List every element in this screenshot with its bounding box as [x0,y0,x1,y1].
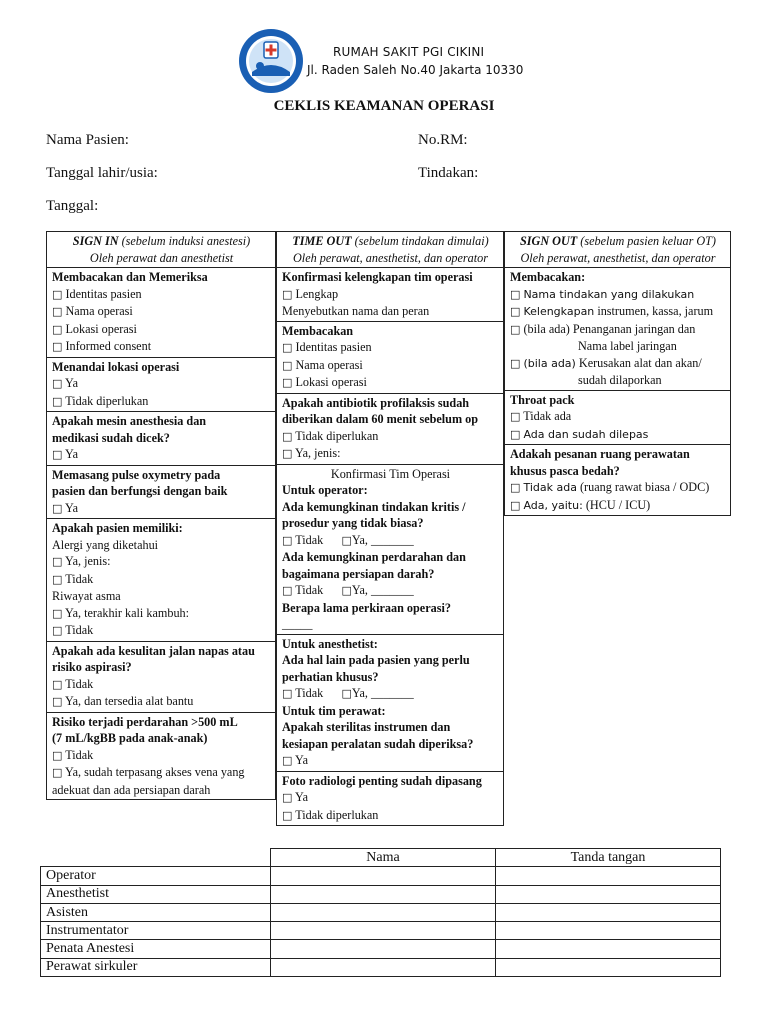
no-rm-label: No.RM: [418,132,468,148]
team-signature-table [40,848,721,977]
time-out-header: TIME OUT (sebelum tindakan dimulai) Oleh perawat, anesthetist, dan operator [277,232,503,268]
checkbox-tidak-ada[interactable]: □ Tidak ada [510,409,572,423]
hospital-name: RUMAH SAKIT PGI CIKINI [333,45,485,59]
sign-in-header: SIGN IN (sebelum induksi anestesi) Oleh perawat dan anesthetist [47,232,275,268]
tanggal-lahir-label: Tanggal lahir/usia: [46,165,158,181]
checkbox-ya-akses-vena[interactable]: □ Ya, sudah terpasang akses vena yang [52,765,245,779]
sign-in-section-airway: Apakah ada kesulitan jalan napas atau risiko aspirasi? □ Tidak □ Ya, dan tersedia alat bantu [47,642,275,713]
role-label: Anesthetist [41,885,271,903]
table-header-row [41,849,721,867]
checkbox-kerusakan-alat[interactable]: □ (bila ada) Kerusakan alat dan akan/ [510,355,702,370]
checkbox-ada-yaitu[interactable]: □ Ada, yaitu: (HCU / ICU) [510,497,651,512]
checkbox-identitas[interactable]: □ Identitas pasien [52,286,142,301]
checkbox-nama-operasi[interactable]: □ Nama operasi [282,357,363,372]
checkbox-ada-dilepas[interactable]: □ Ada dan sudah dilepas [510,427,649,441]
table-row [41,903,721,921]
sign-in-section-patient-history: Apakah pasien memiliki: Alergi yang diketahui □ Ya, jenis: □ Tidak Riwayat asma □ Ya, terakhir kali kambuh: □ Tidak [47,519,275,642]
checkbox-asma-tidak[interactable]: □ Tidak [52,623,94,637]
checkbox-kelengkapan[interactable]: □ Kelengkapan instrumen, kassa, jarum [510,304,714,318]
sign-out-section-post-op: Adakah pesanan ruang perawatan khusus pasca bedah? □ Tidak ada (ruang rawat biasa / ODC) □ Ada, yaitu: (HCU / ICU) [505,445,730,516]
tindakan-label: Tindakan: [418,165,479,181]
name-cell[interactable] [271,940,496,958]
hospital-header [0,0,768,100]
checkbox-tidak-diperlukan[interactable]: □ Tidak diperlukan [282,807,379,822]
checkbox-tidak[interactable]: □ Tidak [52,676,94,691]
checkbox-informed-consent[interactable]: □ Informed consent [52,339,152,353]
document-title: CEKLIS KEAMANAN OPERASI [273,98,495,114]
tanggal-label: Tanggal: [46,198,99,214]
table-row [41,867,721,885]
sign-out-section-throat-pack: Throat pack □ Tidak ada □ Ada dan sudah dilepas [505,391,730,446]
checkbox-tidak-diperlukan[interactable]: □ Tidak diperlukan [282,428,379,443]
time-out-section-radiology: Foto radiologi penting sudah dipasang □ Ya □ Tidak diperlukan [277,772,503,827]
durasi-operasi-field[interactable]: _____ [282,617,313,631]
sign-in-heading: SIGN IN [72,234,119,248]
checkbox-ya[interactable]: □ Ya [282,790,309,804]
checkbox-penanganan-jaringan[interactable]: □ (bila ada) Penanganan jaringan dan [510,321,696,336]
checkbox-lengkap[interactable]: □ Lengkap [282,286,339,301]
checkbox-ya[interactable]: □ Ya [52,376,79,390]
checkbox-ya-alat-bantu[interactable]: □ Ya, dan tersedia alat bantu [52,694,194,708]
role-label: Penata Anestesi [41,940,271,958]
signature-cell[interactable] [496,867,721,885]
hospital-logo [238,28,304,94]
sign-out-heading: SIGN OUT [520,234,578,248]
time-out-section-anest-nurse: Untuk anesthetist: Ada hal lain pada pasien yang perlu perhatian khusus? □ Tidak □Ya, _______ Untuk tim perawat: Apakah sterilitas instrumen dan kesiapan peralatan sudah diperiksa? □ Ya [277,635,503,772]
sign-out-section-read: Membacakan: □ Nama tindakan yang dilakukan □ Kelengkapan instrumen, kassa, jarum □ (bila ada) Penanganan jaringan dan Nama label jaringan □ (bila ada) Kerusakan alat dan akan/ sudah dilaporkan [505,268,730,391]
signature-cell[interactable] [496,922,721,940]
checkbox-nama-operasi[interactable]: □ Nama operasi [52,304,133,318]
name-cell[interactable] [271,885,496,903]
sign-out-subheading: Oleh perawat, anesthetist, dan operator [520,250,716,265]
role-label: Operator [41,867,271,885]
nama-pasien-label: Nama Pasien: [46,132,129,148]
time-out-subheading: Oleh perawat, anesthetist, dan operator [293,250,488,265]
signature-cell[interactable] [496,885,721,903]
checkbox-ya[interactable]: □ Ya [52,500,79,515]
time-out-section-read: Membacakan □ Identitas pasien □ Nama operasi □ Lokasi operasi [277,322,503,394]
name-cell[interactable] [271,958,496,976]
name-cell[interactable] [271,867,496,885]
checkbox-row-perdarahan[interactable]: □ Tidak □Ya, _______ [282,583,414,597]
name-cell[interactable] [271,922,496,940]
checkbox-asma-ya[interactable]: □ Ya, terakhir kali kambuh: [52,605,190,620]
name-cell[interactable] [271,903,496,921]
checkbox-row-kritis[interactable]: □ Tidak □Ya, _______ [282,532,414,547]
table-row [41,885,721,903]
column-header-tanda-tangan: Tanda tangan [496,849,721,867]
checkbox-ya-jenis[interactable]: □ Ya, jenis: [282,446,341,460]
time-out-section-team: Konfirmasi kelengkapan tim operasi □ Lengkap Menyebutkan nama dan peran [277,268,503,322]
signature-cell[interactable] [496,958,721,976]
time-out-heading: TIME OUT [292,234,352,248]
checkbox-tidak-ada[interactable]: □ Tidak ada (ruang rawat biasa / ODC) [510,480,710,494]
checkbox-ya[interactable]: □ Ya [52,447,79,461]
column-header-nama: Nama [271,849,496,867]
sign-out-header: SIGN OUT (sebelum pasien keluar OT) Oleh perawat, anesthetist, dan operator [505,232,730,268]
sign-in-section-site-marking: Menandai lokasi operasi □ Ya □ Tidak diperlukan [47,358,275,413]
sign-in-section-pulse-oxymetry: Memasang pulse oxymetry pada pasien dan berfungsi dengan baik □ Ya [47,466,275,520]
sign-in-section-anesthesia-check: Apakah mesin anesthesia dan medikasi sudah dicek? □ Ya [47,412,275,466]
role-label: Asisten [41,903,271,921]
role-label: Instrumentator [41,922,271,940]
table-row [41,922,721,940]
table-row [41,940,721,958]
checkbox-ya[interactable]: □ Ya [282,753,309,767]
checkbox-alergi-ya[interactable]: □ Ya, jenis: [52,554,111,568]
time-out-section-antibiotic: Apakah antibiotik profilaksis sudah diberikan dalam 60 menit sebelum op □ Tidak diperlukan □ Ya, jenis: [277,394,503,465]
sign-in-column [46,231,276,800]
signature-cell[interactable] [496,940,721,958]
sign-in-subheading: Oleh perawat dan anesthetist [89,250,234,265]
checkbox-lokasi-operasi[interactable]: □ Lokasi operasi [52,321,137,336]
signature-cell[interactable] [496,903,721,921]
checkbox-tidak[interactable]: □ Tidak [52,747,94,762]
sign-in-section-bleeding-risk: Risiko terjadi perdarahan >500 mL (7 mL/kgBB pada anak-anak) □ Tidak □ Ya, sudah terpasang akses vena yang adekuat dan ada persiapan darah [47,713,275,801]
sign-in-section-identity: Membacakan dan Memeriksa □ Identitas pasien □ Nama operasi □ Lokasi operasi □ Informed consent [47,268,275,358]
table-row [41,958,721,976]
checkbox-identitas[interactable]: □ Identitas pasien [282,340,372,354]
checkbox-row-perhatian[interactable]: □ Tidak □Ya, _______ [282,686,414,700]
time-out-column [276,231,504,826]
role-label: Perawat sirkuler [41,958,271,976]
hospital-address: Jl. Raden Saleh No.40 Jakarta 10330 [307,63,524,77]
checkbox-lokasi-operasi[interactable]: □ Lokasi operasi [282,375,367,389]
checkbox-alergi-tidak[interactable]: □ Tidak [52,571,94,586]
checkbox-nama-tindakan[interactable]: □ Nama tindakan yang dilakukan [510,287,695,301]
checkbox-tidak-diperlukan[interactable]: □ Tidak diperlukan [52,393,149,408]
sign-out-column [504,231,731,516]
time-out-section-team-confirm: Konfirmasi Tim Operasi Untuk operator: Ada kemungkinan tindakan kritis / prosedur yang tidak biasa? □ Tidak □Ya, _______ Ada kemungkinan perdarahan dan bagaimana persiapan darah? □ Tidak □Ya, _______ Berapa lama perkiraan operasi? _____ [277,465,503,635]
